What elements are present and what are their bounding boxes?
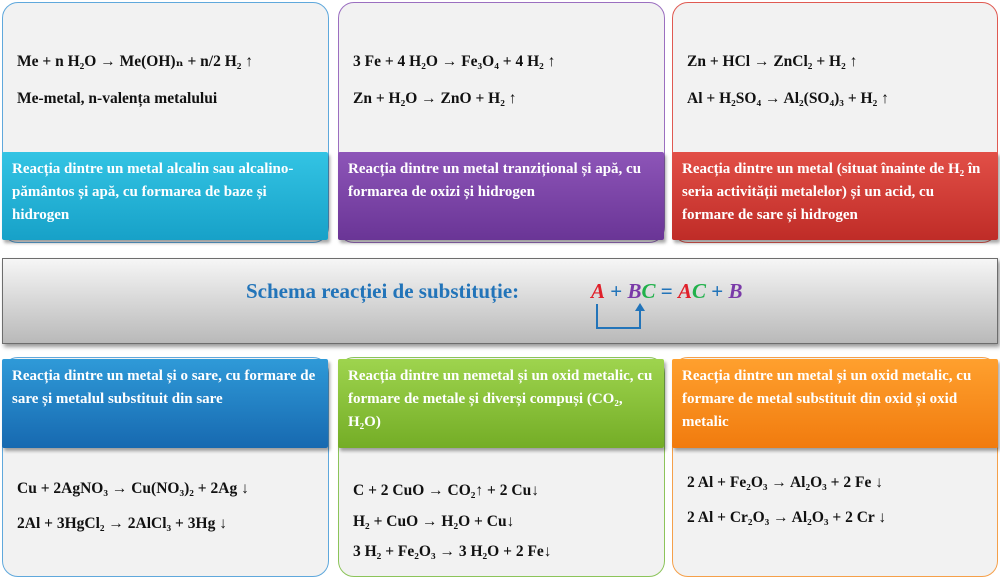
equation-note: Me-metal, n-valența metalului xyxy=(17,89,218,107)
equals-sign: = xyxy=(655,279,678,303)
reaction-description: Reacția dintre un metal (situat înainte de H₂ în seria activității metalelor) și un acid, cu formare de sare și hidrogen xyxy=(672,152,998,240)
plus-sign: + xyxy=(706,279,729,303)
equation: Cu + 2AgNO₃ → Cu(NO₃)₂ + 2Ag ↓ xyxy=(17,480,249,497)
symbol-a: A xyxy=(591,279,606,303)
equation: 3 H₂ + Fe₂O₃ → 3 H₂O + 2 Fe↓ xyxy=(353,543,552,561)
equation: 2 Al + Cr₂O₃ → Al₂O₃ + 2 Cr ↓ xyxy=(687,508,887,526)
symbol-b: B xyxy=(728,279,743,303)
substitution-arrow-icon xyxy=(592,302,652,334)
equation: 2Al + 3HgCl₂ → 2AlCl₃ + 3Hg ↓ xyxy=(17,514,227,532)
equation: Al + H₂SO₄ → Al₂(SO₄)₃ + H₂ ↑ xyxy=(687,89,889,107)
symbol-b: B xyxy=(627,279,642,303)
substitution-scheme-banner xyxy=(2,258,998,344)
equation: Zn + HCl → ZnCl₂ + H₂ ↑ xyxy=(687,53,858,70)
reaction-description: Reacția dintre un metal alcalin sau alcalino-pământos și apă, cu formarea de baze și hidrogen xyxy=(2,152,328,240)
reaction-description: Reacția dintre un metal și o sare, cu formare de sare și metalul substituit din sare xyxy=(2,359,328,448)
equation: Me + n H₂O → Me(OH)ₙ + n/2 H₂ ↑ xyxy=(17,53,254,70)
symbol-a: A xyxy=(677,279,692,303)
plus-sign: + xyxy=(605,279,628,303)
equation: H₂ + CuO → H₂O + Cu↓ xyxy=(353,512,515,530)
equation: C + 2 CuO → CO₂↑ + 2 Cu↓ xyxy=(353,482,539,499)
reaction-description: Reacția dintre un nemetal și un oxid metalic, cu formare de metale și diverși compuși (CO₂, H₂O) xyxy=(338,359,664,448)
reaction-description: Reacția dintre un metal și un oxid metalic, cu formare de metal substituit din oxid și oxid metalic xyxy=(672,359,998,448)
equation: Zn + H₂O → ZnO + H₂ ↑ xyxy=(353,89,517,107)
banner-title: Schema reacției de substituție: xyxy=(246,279,520,303)
symbol-c: C xyxy=(641,279,656,303)
equation: 3 Fe + 4 H₂O → Fe₃O₄ + 4 H₂ ↑ xyxy=(353,53,556,70)
substitution-formula xyxy=(591,279,743,304)
reaction-description: Reacția dintre un metal tranzițional și apă, cu formarea de oxizi și hidrogen xyxy=(338,152,664,240)
equation: 2 Al + Fe₂O₃ → Al₂O₃ + 2 Fe ↓ xyxy=(687,474,883,491)
symbol-c: C xyxy=(692,279,707,303)
